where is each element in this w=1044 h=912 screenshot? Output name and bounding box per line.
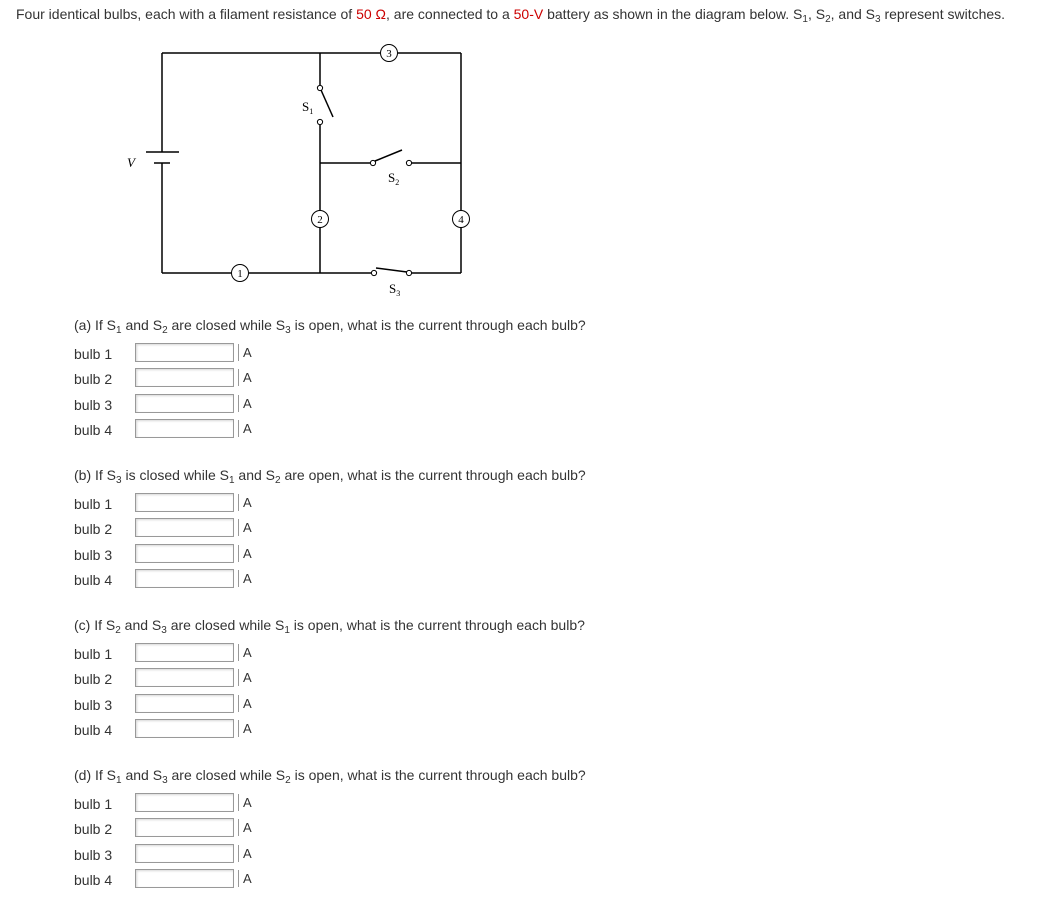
- answer-input[interactable]: [135, 869, 234, 888]
- unit-label: A: [238, 369, 252, 386]
- bulb-label: bulb 4: [74, 421, 113, 438]
- bulb-label: bulb 1: [74, 346, 113, 362]
- circuit-svg: [100, 40, 480, 300]
- answer-row-bulb-2: [74, 667, 974, 692]
- intro-text: , and S: [830, 6, 875, 22]
- switch-s1-label: $S_1$: [302, 99, 314, 116]
- intro-text: battery as shown in the diagram below. S: [543, 6, 803, 22]
- answer-input[interactable]: [135, 493, 234, 512]
- answer-row-bulb-1: [74, 642, 974, 667]
- answer-row-bulb-2: [74, 817, 974, 842]
- answer-input[interactable]: [135, 668, 234, 687]
- bulb-label: bulb 1: [74, 796, 113, 812]
- bulb-number: 3: [386, 48, 392, 60]
- unit-label: A: [238, 570, 252, 587]
- answer-input[interactable]: [135, 818, 234, 837]
- bulb-label: bulb 3: [74, 396, 113, 413]
- bulb-label: bulb 4: [74, 721, 113, 738]
- answer-row-bulb-3: [74, 843, 974, 868]
- answer-input[interactable]: [135, 394, 234, 413]
- subscript: 1: [802, 14, 808, 25]
- answer-row-bulb-2: [74, 367, 974, 392]
- bulb-number: 1: [237, 268, 243, 280]
- battery-label: V: [127, 155, 135, 170]
- answer-input[interactable]: [135, 719, 234, 738]
- answer-input[interactable]: [135, 343, 234, 362]
- question-d: [74, 766, 974, 893]
- unit-label: A: [238, 669, 252, 686]
- answer-row-bulb-1: [74, 792, 974, 817]
- answer-row-bulb-3: [74, 543, 974, 568]
- bulb-label: bulb 2: [74, 521, 113, 538]
- bulb-label: bulb 3: [74, 846, 113, 863]
- bulb-label: bulb 1: [74, 496, 113, 512]
- unit-label: A: [238, 819, 252, 836]
- unit-label: A: [238, 794, 252, 811]
- problem-statement: [16, 5, 1036, 23]
- bulb-label: bulb 4: [74, 871, 113, 888]
- intro-text: Four identical bulbs, each with a filament resistance of: [16, 6, 357, 22]
- bulb-label: bulb 4: [74, 571, 113, 588]
- unit-label: A: [238, 494, 252, 511]
- answer-row-bulb-3: [74, 393, 974, 418]
- answer-row-bulb-1: [74, 342, 974, 367]
- switch-contact: [317, 85, 322, 90]
- switch-contact: [371, 270, 376, 275]
- switch-contact: [370, 160, 375, 165]
- answer-input[interactable]: [135, 793, 234, 812]
- switch-s2-label: $S_2$: [388, 170, 400, 187]
- switch-contact: [317, 119, 322, 124]
- bulb-label: bulb 3: [74, 546, 113, 563]
- circuit-diagram: [100, 40, 480, 300]
- unit-label: A: [238, 519, 252, 536]
- answer-input[interactable]: [135, 368, 234, 387]
- question-b: [74, 466, 974, 593]
- question-c: [74, 616, 974, 743]
- answer-input[interactable]: [135, 544, 234, 563]
- answer-input[interactable]: [135, 569, 234, 588]
- subscript: 2: [825, 14, 831, 25]
- subscript: 3: [875, 14, 881, 25]
- answer-input[interactable]: [135, 518, 234, 537]
- bulb-label: bulb 1: [74, 646, 113, 662]
- unit-label: A: [238, 845, 252, 862]
- bulb-number: 2: [317, 214, 323, 226]
- switch-s3-blade: [376, 268, 407, 272]
- unit-label: A: [238, 545, 252, 562]
- bulb-label: bulb 2: [74, 371, 113, 388]
- switch-s2-blade: [375, 150, 402, 161]
- resistance-value: 50 Ω: [356, 6, 386, 22]
- unit-label: A: [238, 344, 252, 361]
- bulb-number: 4: [458, 214, 464, 226]
- bulb-label: bulb 3: [74, 696, 113, 713]
- unit-label: A: [238, 695, 252, 712]
- answer-row-bulb-4: [74, 568, 974, 593]
- switch-s3-label: $S_3$: [389, 281, 401, 298]
- answer-input[interactable]: [135, 694, 234, 713]
- switch-contact: [406, 270, 411, 275]
- switch-s1-blade: [321, 90, 333, 117]
- unit-label: A: [238, 420, 252, 437]
- intro-text: , S: [807, 6, 826, 22]
- answer-input[interactable]: [135, 643, 234, 662]
- voltage-value: 50-V: [513, 6, 544, 22]
- question-text: (b) If $S_3$ is closed while $S_1$ and $S_2$ are open, what is the current through each bulb?: [74, 467, 586, 486]
- answer-row-bulb-4: [74, 718, 974, 743]
- unit-label: A: [238, 870, 252, 887]
- answer-input[interactable]: [135, 844, 234, 863]
- question-text: (a) If $S_1$ and $S_2$ are closed while $S_3$ is open, what is the current through each bulb?: [74, 317, 586, 336]
- answer-input[interactable]: [135, 419, 234, 438]
- intro-text: , are connected to a: [386, 6, 514, 22]
- question-text: (d) If $S_1$ and $S_3$ are closed while $S_2$ is open, what is the current through each bulb?: [74, 767, 586, 786]
- switch-contact: [406, 160, 411, 165]
- question-a: [74, 316, 974, 443]
- unit-label: A: [238, 720, 252, 737]
- question-text: (c) If $S_2$ and $S_3$ are closed while $S_1$ is open, what is the current through each bulb?: [74, 617, 585, 636]
- answer-row-bulb-1: [74, 492, 974, 517]
- unit-label: A: [238, 395, 252, 412]
- answer-row-bulb-3: [74, 693, 974, 718]
- unit-label: A: [238, 644, 252, 661]
- answer-row-bulb-4: [74, 868, 974, 893]
- answer-row-bulb-4: [74, 418, 974, 443]
- bulb-label: bulb 2: [74, 821, 113, 838]
- bulb-label: bulb 2: [74, 671, 113, 688]
- answer-row-bulb-2: [74, 517, 974, 542]
- intro-text: represent switches.: [880, 6, 1006, 22]
